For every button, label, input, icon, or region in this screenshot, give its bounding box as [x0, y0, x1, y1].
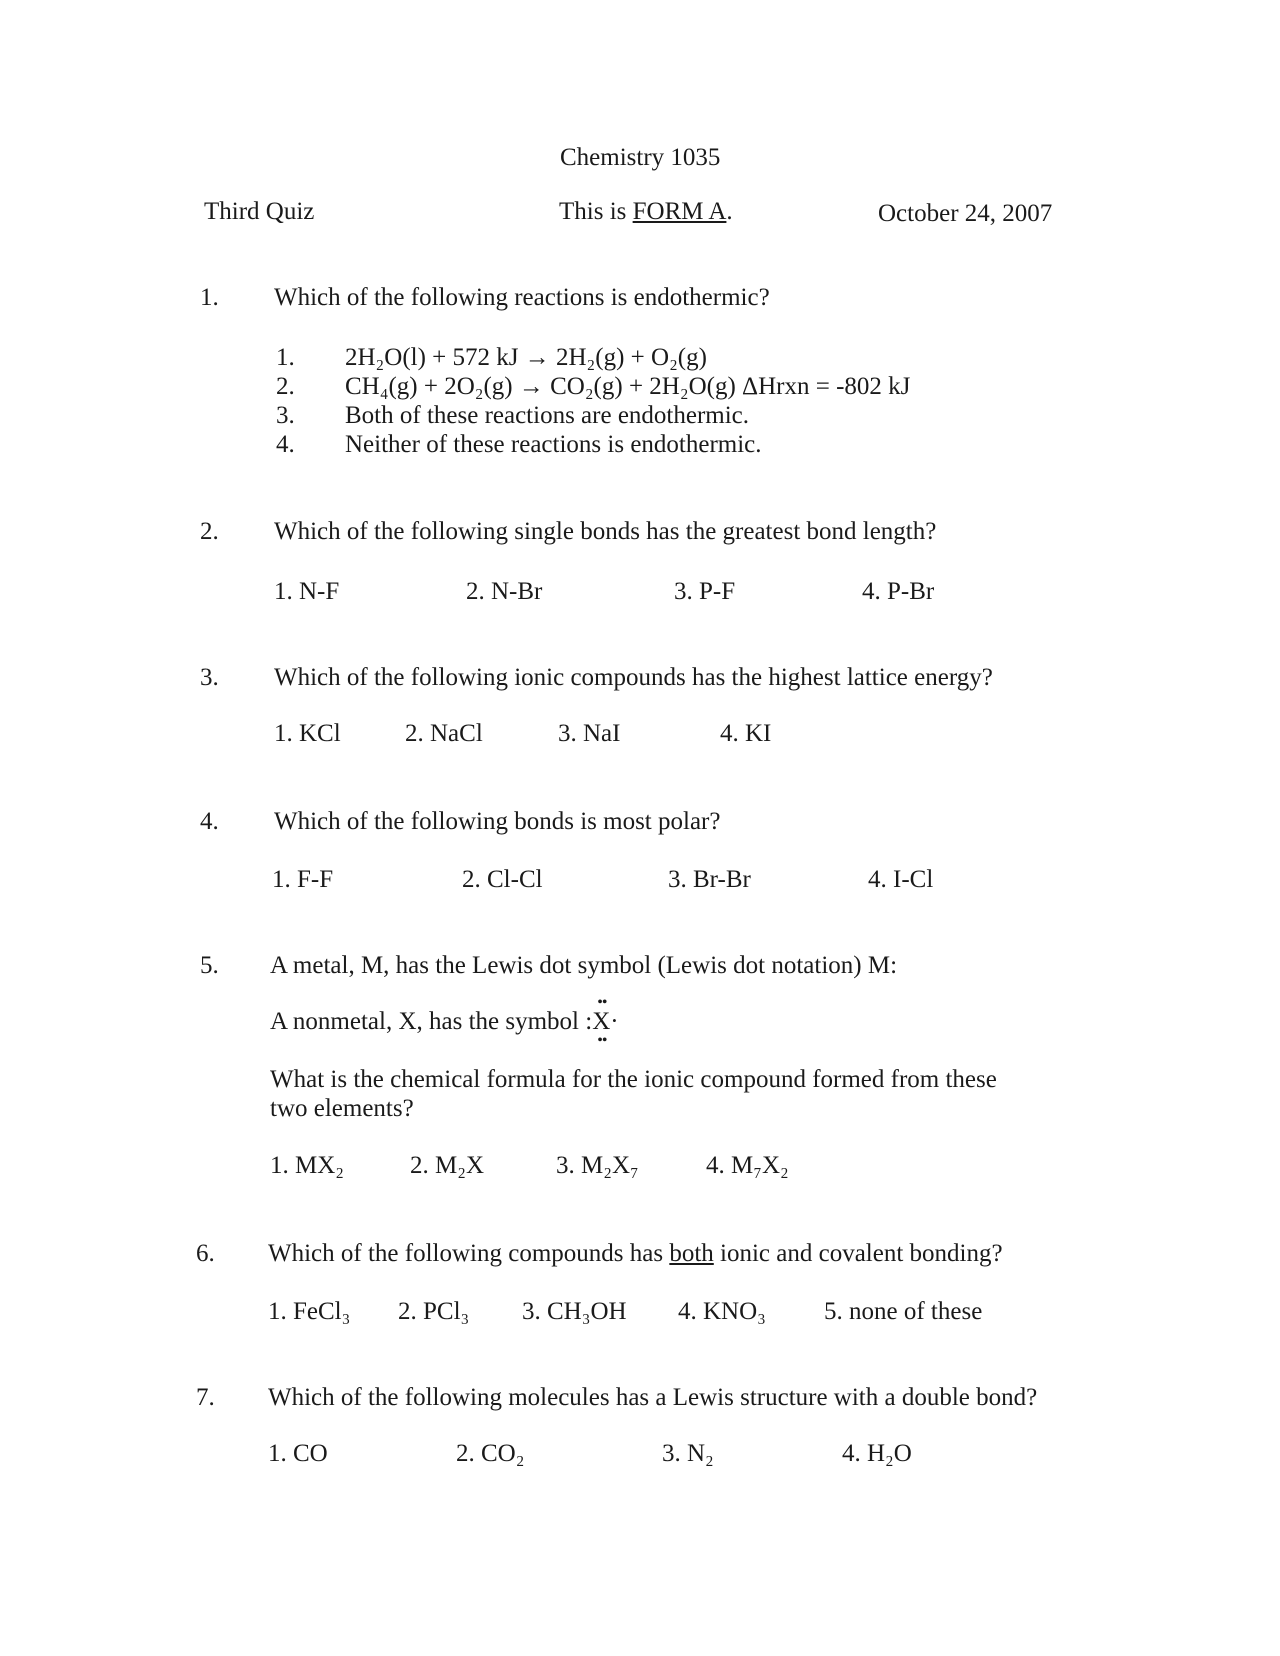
lewis-bottom-dots: ••: [597, 1031, 607, 1049]
question-4-number: 4.: [200, 808, 219, 835]
q3-option-2[interactable]: 2. NaCl: [405, 720, 483, 747]
q1-option-4-text[interactable]: Neither of these reactions is endothermic.: [345, 431, 762, 458]
question-6-text: [268, 1240, 1003, 1269]
question-4-text: Which of the following bonds is most polar?: [274, 808, 721, 835]
q3-option-1[interactable]: 1. KCl: [274, 720, 341, 747]
question-5-nonmetal-line: [270, 994, 619, 1049]
q4-option-3[interactable]: 3. Br-Br: [668, 866, 751, 893]
q6-option-4[interactable]: 4. KNO₃: [678, 1298, 766, 1325]
question-7-text: Which of the following molecules has a Lewis structure with a double bond?: [268, 1384, 1038, 1411]
question-1-text: Which of the following reactions is endothermic?: [274, 284, 770, 311]
lewis-x-symbol: [585, 994, 619, 1049]
q6-option-5[interactable]: 5. none of these: [824, 1298, 983, 1325]
q6-option-1[interactable]: 1. FeCl₃: [268, 1298, 351, 1325]
course-title: Chemistry 1035: [560, 144, 721, 171]
q6-text-after: ionic and covalent bonding?: [713, 1240, 1003, 1267]
q1-option-3-number: 3.: [276, 402, 295, 429]
q1-option-3-text[interactable]: Both of these reactions are endothermic.: [345, 402, 750, 429]
q7-option-1[interactable]: 1. CO: [268, 1440, 328, 1467]
q2-option-2[interactable]: 2. N-Br: [466, 578, 543, 605]
q1-option-4-number: 4.: [276, 431, 295, 458]
q5-option-2[interactable]: 2. M₂X: [410, 1152, 484, 1179]
question-2-text: Which of the following single bonds has the greatest bond length?: [274, 518, 937, 545]
q4-option-1[interactable]: 1. F-F: [272, 866, 334, 893]
q3-option-3[interactable]: 3. NaI: [558, 720, 621, 747]
q1-option-2-text[interactable]: CH₄(g) + 2O₂(g) → CO₂(g) + 2H₂O(g) ΔHrxn = -802 kJ: [345, 373, 911, 400]
question-5-text: A metal, M, has the Lewis dot symbol (Lewis dot notation) M:: [270, 952, 898, 979]
form-prefix: This is: [559, 198, 633, 225]
q3-option-4[interactable]: 4. KI: [720, 720, 772, 747]
question-6-number: 6.: [196, 1240, 215, 1267]
question-3-number: 3.: [200, 664, 219, 691]
q1-option-1-text[interactable]: 2H₂O(l) + 572 kJ → 2H₂(g) + O₂(g): [345, 344, 707, 371]
q1-option-1-number: 1.: [276, 344, 295, 371]
q6-text-both: both: [669, 1240, 714, 1267]
q6-option-2[interactable]: 2. PCl₃: [398, 1298, 470, 1325]
form-name: FORM A: [632, 198, 727, 225]
q7-option-4[interactable]: 4. H₂O: [842, 1440, 912, 1467]
form-label: [559, 198, 733, 227]
lewis-x-symbol-text: :X·: [585, 1008, 619, 1035]
q6-option-3[interactable]: 3. CH₃OH: [522, 1298, 627, 1325]
q7-option-3[interactable]: 3. N₂: [662, 1440, 714, 1467]
q5-option-1[interactable]: 1. MX₂: [270, 1152, 344, 1179]
q5-option-4[interactable]: 4. M₇X₂: [706, 1152, 789, 1179]
quiz-title: Third Quiz: [204, 198, 315, 225]
q7-option-2[interactable]: 2. CO₂: [456, 1440, 525, 1467]
form-suffix: .: [726, 198, 733, 225]
q4-option-2[interactable]: 2. Cl-Cl: [462, 866, 543, 893]
q2-option-4[interactable]: 4. P-Br: [862, 578, 935, 605]
q2-option-3[interactable]: 3. P-F: [674, 578, 736, 605]
lewis-top-dots: ••: [597, 994, 607, 1011]
question-5-number: 5.: [200, 952, 219, 979]
quiz-date: October 24, 2007: [878, 200, 1053, 227]
question-2-number: 2.: [200, 518, 219, 545]
question-3-text: Which of the following ionic compounds has the highest lattice energy?: [274, 664, 993, 691]
q5-option-3[interactable]: 3. M₂X₇: [556, 1152, 639, 1179]
question-5-text-2: What is the chemical formula for the ionic compound formed from these two elements?: [270, 1066, 997, 1122]
question-7-number: 7.: [196, 1384, 215, 1411]
q2-option-1[interactable]: 1. N-F: [274, 578, 340, 605]
question-1-number: 1.: [200, 284, 219, 311]
q4-option-4[interactable]: 4. I-Cl: [868, 866, 934, 893]
q6-text-before: Which of the following compounds has: [268, 1240, 670, 1267]
q1-option-2-number: 2.: [276, 373, 295, 400]
nonmetal-text: A nonmetal, X, has the symbol: [270, 1008, 586, 1035]
